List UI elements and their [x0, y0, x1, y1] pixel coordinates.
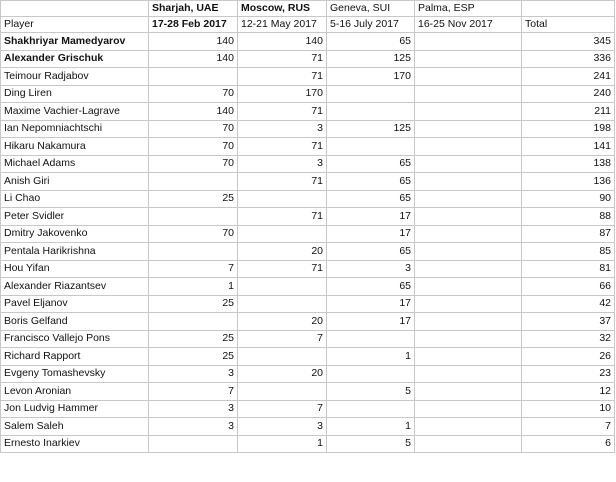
player-name: Shakhriyar Mamedyarov [1, 33, 149, 51]
points-palma [415, 190, 522, 208]
points-geneva: 170 [327, 68, 415, 86]
points-moscow: 71 [238, 260, 327, 278]
points-geneva [327, 400, 415, 418]
points-sharjah: 3 [149, 418, 238, 436]
points-sharjah: 7 [149, 260, 238, 278]
player-name: Alexander Grischuk [1, 50, 149, 68]
player-name: Maxime Vachier-Lagrave [1, 103, 149, 121]
points-palma [415, 50, 522, 68]
points-palma [415, 155, 522, 173]
header-row-dates [1, 17, 615, 33]
points-palma [415, 278, 522, 296]
header-date-moscow: 12-21 May 2017 [238, 17, 327, 33]
player-name: Jon Ludvig Hammer [1, 400, 149, 418]
points-palma [415, 313, 522, 331]
player-name: Alexander Riazantsev [1, 278, 149, 296]
player-name: Ernesto Inarkiev [1, 435, 149, 453]
points-sharjah: 140 [149, 103, 238, 121]
player-name: Hikaru Nakamura [1, 138, 149, 156]
player-name: Salem Saleh [1, 418, 149, 436]
player-name: Teimour Radjabov [1, 68, 149, 86]
points-sharjah: 3 [149, 365, 238, 383]
points-moscow: 20 [238, 313, 327, 331]
table-row [1, 120, 615, 138]
points-palma [415, 225, 522, 243]
points-moscow: 20 [238, 243, 327, 261]
points-palma [415, 173, 522, 191]
points-moscow: 7 [238, 330, 327, 348]
points-geneva: 65 [327, 243, 415, 261]
points-palma [415, 103, 522, 121]
points-geneva: 17 [327, 313, 415, 331]
points-sharjah: 140 [149, 33, 238, 51]
points-sharjah: 25 [149, 295, 238, 313]
points-moscow: 71 [238, 138, 327, 156]
points-total: 138 [522, 155, 615, 173]
player-name: Ding Liren [1, 85, 149, 103]
table-row [1, 330, 615, 348]
points-moscow: 1 [238, 435, 327, 453]
table-row [1, 85, 615, 103]
player-name: Michael Adams [1, 155, 149, 173]
table-row [1, 155, 615, 173]
header-cell [522, 1, 615, 17]
header-row-venues [1, 1, 615, 17]
points-geneva: 65 [327, 190, 415, 208]
table-row [1, 383, 615, 401]
points-moscow: 3 [238, 418, 327, 436]
player-name: Evgeny Tomashevsky [1, 365, 149, 383]
points-moscow [238, 383, 327, 401]
table-row [1, 225, 615, 243]
points-geneva [327, 365, 415, 383]
points-total: 6 [522, 435, 615, 453]
player-name: Pentala Harikrishna [1, 243, 149, 261]
table-row [1, 418, 615, 436]
points-total: 240 [522, 85, 615, 103]
points-geneva [327, 330, 415, 348]
points-moscow: 7 [238, 400, 327, 418]
points-palma [415, 120, 522, 138]
points-palma [415, 260, 522, 278]
points-moscow: 71 [238, 50, 327, 68]
points-sharjah: 25 [149, 190, 238, 208]
points-palma [415, 295, 522, 313]
points-total: 66 [522, 278, 615, 296]
player-name: Anish Giri [1, 173, 149, 191]
table-row [1, 348, 615, 366]
points-total: 26 [522, 348, 615, 366]
player-name: Pavel Eljanov [1, 295, 149, 313]
points-geneva: 3 [327, 260, 415, 278]
points-geneva: 65 [327, 278, 415, 296]
points-geneva: 125 [327, 50, 415, 68]
points-moscow: 71 [238, 173, 327, 191]
points-sharjah: 140 [149, 50, 238, 68]
header-cell-moscow: Moscow, RUS [238, 1, 327, 17]
points-geneva: 1 [327, 348, 415, 366]
points-sharjah: 1 [149, 278, 238, 296]
points-moscow [238, 225, 327, 243]
points-moscow: 20 [238, 365, 327, 383]
points-palma [415, 85, 522, 103]
points-total: 37 [522, 313, 615, 331]
points-geneva: 17 [327, 225, 415, 243]
points-geneva [327, 85, 415, 103]
header-cell-sharjah: Sharjah, UAE [149, 1, 238, 17]
points-geneva: 65 [327, 33, 415, 51]
points-geneva: 1 [327, 418, 415, 436]
points-sharjah: 25 [149, 348, 238, 366]
points-sharjah: 70 [149, 85, 238, 103]
header-cell-geneva: Geneva, SUI [327, 1, 415, 17]
points-total: 85 [522, 243, 615, 261]
player-name: Hou Yifan [1, 260, 149, 278]
points-total: 42 [522, 295, 615, 313]
points-total: 10 [522, 400, 615, 418]
points-total: 136 [522, 173, 615, 191]
table-row [1, 260, 615, 278]
points-sharjah: 70 [149, 225, 238, 243]
header-date-sharjah: 17-28 Feb 2017 [149, 17, 238, 33]
points-total: 211 [522, 103, 615, 121]
player-name: Peter Svidler [1, 208, 149, 226]
points-palma [415, 138, 522, 156]
points-geneva: 5 [327, 383, 415, 401]
player-name: Dmitry Jakovenko [1, 225, 149, 243]
points-sharjah: 25 [149, 330, 238, 348]
points-total: 7 [522, 418, 615, 436]
table-row [1, 295, 615, 313]
points-moscow [238, 190, 327, 208]
points-moscow: 71 [238, 103, 327, 121]
points-sharjah: 70 [149, 155, 238, 173]
points-moscow [238, 295, 327, 313]
points-total: 32 [522, 330, 615, 348]
points-sharjah: 70 [149, 138, 238, 156]
points-geneva: 17 [327, 295, 415, 313]
header-date-geneva: 5-16 July 2017 [327, 17, 415, 33]
player-name: Li Chao [1, 190, 149, 208]
points-geneva [327, 103, 415, 121]
player-name: Levon Aronian [1, 383, 149, 401]
table-row [1, 400, 615, 418]
table-row [1, 313, 615, 331]
table-row [1, 208, 615, 226]
table-row [1, 278, 615, 296]
header-total: Total [522, 17, 615, 33]
points-total: 141 [522, 138, 615, 156]
points-moscow: 71 [238, 68, 327, 86]
points-geneva: 125 [327, 120, 415, 138]
points-sharjah [149, 435, 238, 453]
header-cell [1, 1, 149, 17]
header-cell-palma: Palma, ESP [415, 1, 522, 17]
header-date-palma: 16-25 Nov 2017 [415, 17, 522, 33]
table-row [1, 190, 615, 208]
points-total: 87 [522, 225, 615, 243]
points-sharjah [149, 68, 238, 86]
points-palma [415, 435, 522, 453]
points-sharjah: 7 [149, 383, 238, 401]
points-palma [415, 365, 522, 383]
points-total: 345 [522, 33, 615, 51]
points-palma [415, 418, 522, 436]
points-total: 88 [522, 208, 615, 226]
player-name: Ian Nepomniachtschi [1, 120, 149, 138]
points-palma [415, 348, 522, 366]
points-geneva: 65 [327, 173, 415, 191]
points-total: 241 [522, 68, 615, 86]
points-total: 90 [522, 190, 615, 208]
points-palma [415, 33, 522, 51]
points-total: 81 [522, 260, 615, 278]
points-moscow: 140 [238, 33, 327, 51]
points-moscow: 3 [238, 155, 327, 173]
table-row [1, 365, 615, 383]
table-row [1, 435, 615, 453]
points-total: 23 [522, 365, 615, 383]
points-total: 198 [522, 120, 615, 138]
table-row [1, 50, 615, 68]
points-moscow: 71 [238, 208, 327, 226]
points-moscow [238, 278, 327, 296]
points-moscow: 170 [238, 85, 327, 103]
table-row [1, 68, 615, 86]
points-palma [415, 243, 522, 261]
points-total: 336 [522, 50, 615, 68]
points-palma [415, 383, 522, 401]
table-row [1, 138, 615, 156]
points-palma [415, 208, 522, 226]
points-geneva: 65 [327, 155, 415, 173]
points-palma [415, 400, 522, 418]
table-row [1, 103, 615, 121]
points-geneva: 5 [327, 435, 415, 453]
points-geneva [327, 138, 415, 156]
table-row [1, 33, 615, 51]
points-palma [415, 330, 522, 348]
player-name: Richard Rapport [1, 348, 149, 366]
player-name: Boris Gelfand [1, 313, 149, 331]
points-geneva: 17 [327, 208, 415, 226]
table-row [1, 243, 615, 261]
points-sharjah [149, 313, 238, 331]
points-sharjah: 70 [149, 120, 238, 138]
points-sharjah: 3 [149, 400, 238, 418]
player-name: Francisco Vallejo Pons [1, 330, 149, 348]
points-moscow: 3 [238, 120, 327, 138]
header-player: Player [1, 17, 149, 33]
points-sharjah [149, 208, 238, 226]
points-sharjah [149, 243, 238, 261]
points-total: 12 [522, 383, 615, 401]
points-palma [415, 68, 522, 86]
points-moscow [238, 348, 327, 366]
table-row [1, 173, 615, 191]
points-sharjah [149, 173, 238, 191]
